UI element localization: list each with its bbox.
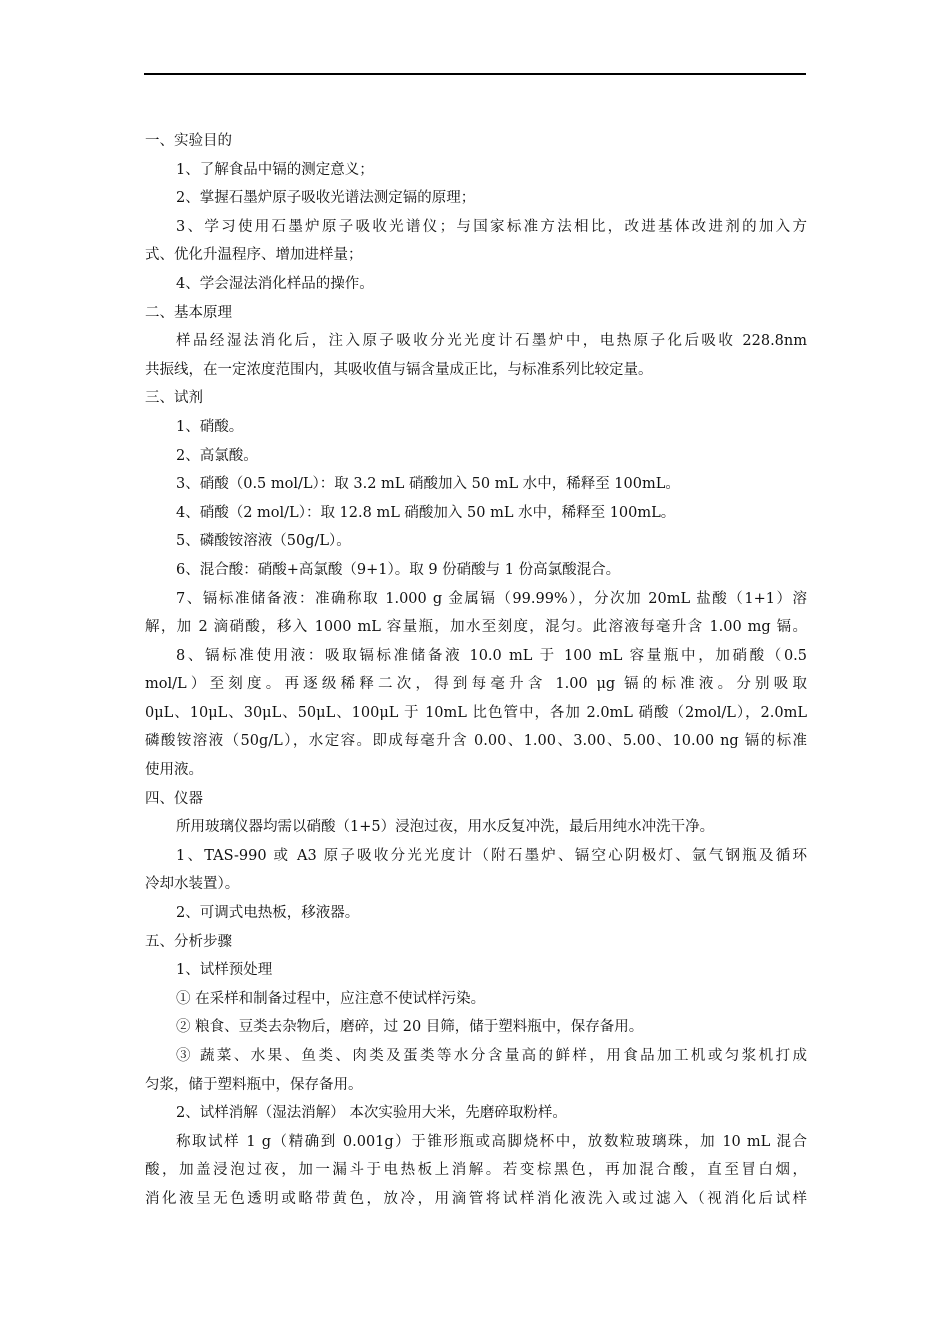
- document-body: [145, 127, 807, 1214]
- text-line: 0μL、10μL、30μL、50μL、100μL 于 10mL 比色管中，各加 2.0mL 硝酸（2mol/L），2.0mL: [145, 704, 807, 721]
- text-line: 匀浆，储于塑料瓶中，保存备用。: [145, 1076, 363, 1093]
- text-line: 3、硝酸（0.5 mol/L）：取 3.2 mL 硝酸加入 50 mL 水中，稀释至 100mL。: [176, 476, 680, 493]
- text-line: 一、实验目的: [145, 133, 232, 149]
- text-line: 2、试样消解（湿法消解） 本次实验用大米，先磨碎取粉样。: [176, 1105, 567, 1122]
- text-line: 3、学习使用石墨炉原子吸收光谱仪；与国家标准方法相比，改进基体改进剂的加入方: [176, 218, 807, 235]
- text-line: 6、混合酸：硝酸+高氯酸（9+1）。取 9 份硝酸与 1 份高氯酸混合。: [176, 561, 621, 578]
- text-line: ② 粮食、豆类去杂物后，磨碎，过 20 目筛，储于塑料瓶中，保存备用。: [176, 1019, 644, 1036]
- text-line: 四、仪器: [145, 790, 203, 807]
- text-line: 消化液呈无色透明或略带黄色，放冷，用滴管将试样消化液洗入或过滤入（视消化后试样: [145, 1190, 807, 1207]
- text-line: 1、了解食品中镉的测定意义；: [176, 161, 374, 178]
- text-line: 5、磷酸铵溶液（50g/L）。: [176, 533, 351, 550]
- text-line: 式、优化升温程序、增加进样量；: [145, 247, 363, 264]
- text-line: ③ 蔬菜、水果、鱼类、肉类及蛋类等水分含量高的鲜样，用食品加工机或匀浆机打成: [176, 1048, 807, 1064]
- text-line: 2、高氯酸。: [176, 447, 258, 464]
- text-line: 8、镉标准使用液：吸取镉标准储备液 10.0 mL 于 100 mL 容量瓶中，加硝酸（0.5: [176, 647, 807, 664]
- text-line: 2、掌握石墨炉原子吸收光谱法测定镉的原理；: [176, 190, 476, 207]
- text-line: ① 在采样和制备过程中，应注意不使试样污染。: [176, 990, 486, 1007]
- text-line: 2、可调式电热板，移液器。: [176, 905, 360, 922]
- text-line: 4、学会湿法消化样品的操作。: [176, 275, 374, 292]
- text-line: 冷却水装置）。: [145, 876, 240, 893]
- header-rule: [144, 73, 806, 75]
- text-line: 三、试剂: [145, 390, 203, 407]
- text-line: 使用液。: [145, 762, 203, 779]
- text-line: 7、镉标准储备液：准确称取 1.000 g 金属镉（99.99%），分次加 20mL 盐酸（1+1）溶: [176, 590, 807, 607]
- text-line: 酸，加盖浸泡过夜，加一漏斗于电热板上消解。若变棕黑色，再加混合酸，直至冒白烟，: [145, 1162, 807, 1179]
- text-line: 共振线，在一定浓度范围内，其吸收值与镉含量成正比，与标准系列比较定量。: [145, 361, 653, 378]
- text-line: 样品经湿法消化后，注入原子吸收分光光度计石墨炉中，电热原子化后吸收 228.8nm: [176, 333, 807, 350]
- text-line: 称取试样 1 g（精确到 0.001g）于锥形瓶或高脚烧杯中，放数粒玻璃珠，加 10 mL 混合: [176, 1133, 807, 1150]
- text-line: 解，加 2 滴硝酸，移入 1000 mL 容量瓶，加水至刻度，混匀。此溶液每毫升含 1.00 mg 镉。: [145, 619, 807, 636]
- text-line: 所用玻璃仪器均需以硝酸（1+5）浸泡过夜，用水反复冲洗，最后用纯水冲洗干净。: [176, 819, 715, 836]
- text-line: 1、试样预处理: [176, 962, 273, 979]
- text-line: 4、硝酸（2 mol/L）：取 12.8 mL 硝酸加入 50 mL 水中，稀释至 100mL。: [176, 504, 676, 521]
- text-line: 磷酸铵溶液（50g/L），水定容。即成每毫升含 0.00、1.00、3.00、5.00、10.00 ng 镉的标准: [145, 733, 807, 750]
- text-line: mol/L）至刻度。再逐级稀释二次，得到每毫升含 1.00 μg 镉的标准液。分别吸取: [145, 676, 807, 693]
- text-line: 二、基本原理: [145, 304, 232, 321]
- text-line: 五、分析步骤: [145, 933, 232, 950]
- text-line: 1、TAS-990 或 A3 原子吸收分光光度计（附石墨炉、镉空心阴极灯、氩气钢瓶及循环: [176, 847, 807, 864]
- text-line: 1、硝酸。: [176, 418, 244, 435]
